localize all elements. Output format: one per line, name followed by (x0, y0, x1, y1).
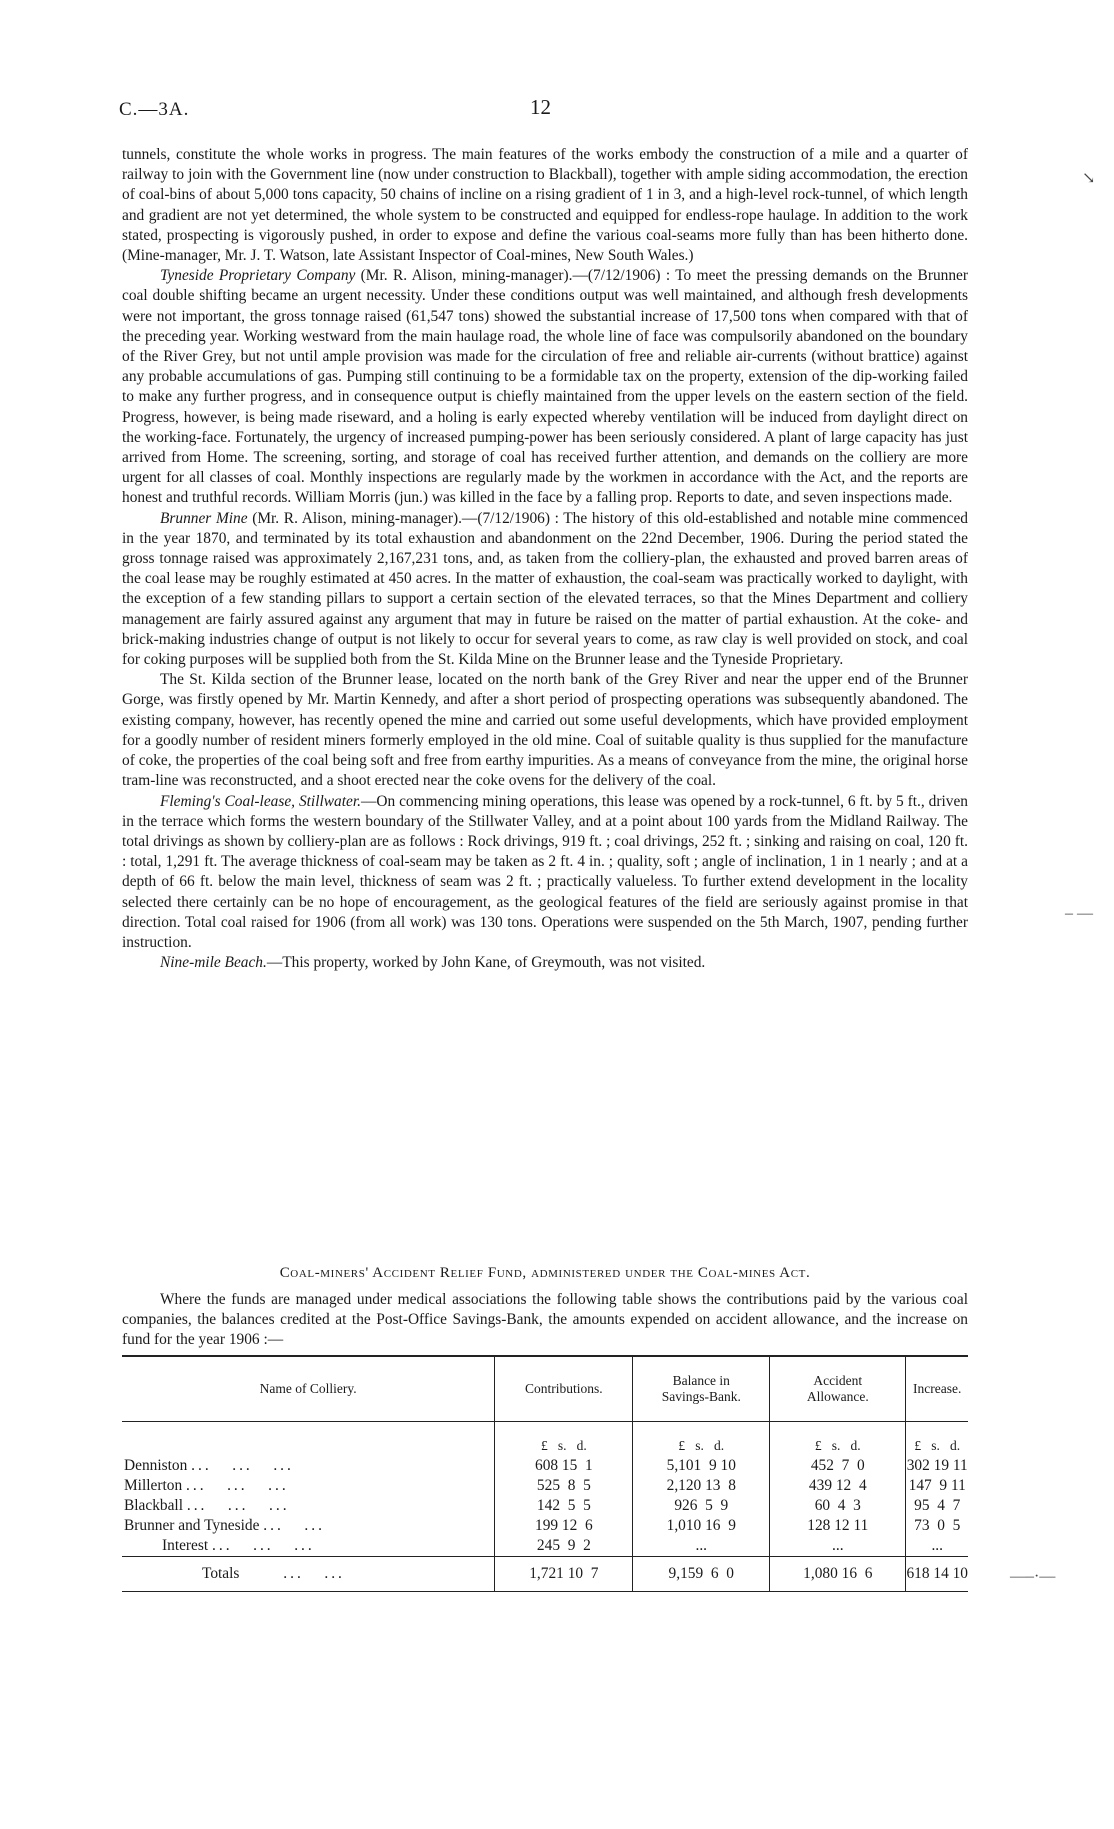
paragraph-text: —This property, worked by John Kane, of Greymouth, was not visited. (266, 954, 706, 972)
cell-accident: 60 4 3 (770, 1496, 906, 1516)
units-cell: £ s. d. (633, 1422, 770, 1457)
colliery-name (122, 1456, 495, 1476)
cell-accident: 452 7 0 (770, 1456, 906, 1476)
colliery-label: Interest (162, 1537, 209, 1554)
paragraph-text: —On commencing mining operations, this lease was opened by a rock-tunnel, 6 ft. by 5 ft., driven in the terrace which forms the western boundary of the Stillwater Valley, and at a point about 100 yards from the Midland Railway. The total drivings as shown by colliery-plan are as follows : Rock drivings, 919 ft. ; coal drivings, 252 ft. ; sinking and raising on coal, 120 ft. : total, 1,291 ft. The average thickness of coal-seam may be taken as 2 ft. 4 in. ; quality, soft ; angle of inclination, 1 in 1 nearly ; and at a depth of 66 ft. below the main level, thickness of seam was 2 ft. ; practically valueless. To further extend development in the locality selected there certainly can be no hope of encouragement, as the geological features of the field are seriously against promise in that direction. Total coal raised for 1906 (from all work) was 130 tons. Operations were suspended on the 5th March, 1907, pending further instruction. (122, 792, 968, 951)
colliery-name (122, 1536, 495, 1557)
cell-increase: 147 9 11 (906, 1476, 968, 1496)
colliery-label: Millerton (124, 1477, 183, 1494)
cell-contributions: 245 9 2 (495, 1536, 633, 1557)
units-cell: £ s. d. (770, 1422, 906, 1457)
table-row (122, 1516, 968, 1536)
body-text (122, 145, 968, 973)
margin-tick-mark: ↘ (1082, 170, 1096, 187)
units-cell: £ s. d. (906, 1422, 968, 1457)
dot-leader: ... ... ... (186, 1477, 289, 1494)
total-contributions: 1,721 10 7 (495, 1557, 633, 1592)
table-row (122, 1496, 968, 1516)
cell-contributions: 608 15 1 (495, 1456, 633, 1476)
cell-balance: 5,101 9 10 (633, 1456, 770, 1476)
paragraph-works-progress (122, 145, 968, 266)
colliery-name (122, 1476, 495, 1496)
paragraph-st-kilda (122, 670, 968, 791)
units-blank (122, 1422, 495, 1457)
col-header-balance (633, 1356, 770, 1422)
table-row (122, 1536, 968, 1557)
colliery-label: Brunner and Tyneside (124, 1517, 260, 1534)
cell-contributions: 525 8 5 (495, 1476, 633, 1496)
cell-increase: 302 19 11 (906, 1457, 968, 1474)
section-title: Coal-miners' Accident Relief Fund, administered under the Coal-mines Act. (279, 1265, 811, 1281)
page-number: 12 (530, 95, 551, 119)
cell-balance: ... (633, 1536, 770, 1557)
dot-leader: ... ... (283, 1565, 345, 1582)
dot-leader: ... ... ... (212, 1537, 315, 1554)
table-row (122, 1476, 968, 1496)
totals-text: Totals (202, 1565, 240, 1582)
intro-text: Where the funds are managed under medical associations the following table shows the contributions paid by the various coal companies, the balances credited at the Post-Office Savings-Bank, the amounts expended on accident allowance, and the increase on fund for the year 1906 :— (122, 1291, 968, 1349)
cell-accident: 439 12 4 (770, 1476, 906, 1496)
margin-scribble-mark: —–·— (1010, 1568, 1056, 1585)
dot-leader: ... ... ... (186, 1497, 290, 1514)
total-increase: 618 14 10 (906, 1557, 968, 1592)
paragraph-lead: Nine-mile Beach. (160, 954, 267, 972)
units-row (122, 1422, 968, 1457)
paragraph-lead: Fleming's Coal-lease, Stillwater. (160, 792, 361, 810)
paragraph-brunner (122, 509, 968, 671)
cell-accident: ... (770, 1536, 906, 1557)
paragraph-text: The St. Kilda section of the Brunner lease, located on the north bank of the Grey River and near the upper end of the Brunner Gorge, was firstly opened by Mr. Martin Kennedy, and after a short period of prospecting operations was subsequently abandoned. The existing company, however, has recently opened the mine and carried out some useful developments, which have provided employment for a goodly number of resident miners formerly employed in the old mine. Coal of suitable quality is thus supplied for the manufacture of coke, the properties of the coal being soft and free from earthy impurities. As a means of conveyance from the mine, the original horse tram-line was reconstructed, and a shoot erected near the coke ovens for the delivery of the coal. (122, 671, 968, 790)
totals-row (122, 1557, 968, 1592)
cell-balance: 926 5 9 (633, 1496, 770, 1516)
cell-increase: 95 4 7 (906, 1496, 968, 1516)
total-accident: 1,080 16 6 (770, 1557, 906, 1592)
total-balance: 9,159 6 0 (633, 1557, 770, 1592)
cell-accident: 128 12 11 (770, 1516, 906, 1536)
paragraph-text: (Mr. R. Alison, mining-manager).—(7/12/1906) : The history of this old-established and notable mine commenced in the year 1870, and terminated by its total exhaustion and abandonment on the 22nd December, 1906. During the period stated the gross tonnage raised was approximately 2,167,231 tons, and, as taken from the colliery-plan, the exhausted and proved barren areas of the coal lease may be roughly estimated at 450 acres. In the matter of exhaustion, the coal-seam was practically worked to daylight, with the exception of a few standing pillars to support a certain section of the elevated terraces, so that the Mines Department and colliery management are fairly assured against any argument that may in future be raised on the matter of partial exhaustion. At the coke- and brick-making industries change of output is not likely to occur for several years to come, as raw clay is well provided on stock, and coal for coking purposes will be supplied both from the St. Kilda Mine on the Brunner lease and the Tyneside Proprietary. (122, 509, 968, 669)
paragraph-fleming (122, 792, 968, 954)
paragraph-lead: Tyneside Proprietary Company (160, 267, 356, 285)
dot-leader: ... ... (263, 1517, 325, 1534)
totals-label (122, 1557, 495, 1592)
paragraph-text: (Mr. R. Alison, mining-manager).—(7/12/1906) : To meet the pressing demands on the Brunner coal double shifting became an urgent necessity. Under these conditions output was well maintained, and although fresh developments were not important, the gross tonnage raised (61,547 tons) showed the substantial increase of 17,500 tons when compared with that of the preceding year. Working westward from the main haulage road, the whole line of face was compulsorily abandoned on the boundary of the River Grey, but not until ample provision was made for the circulation of free and reliable air-currents (without brattice) against any probable accumulations of gas. Pumping still continuing to be a formidable tax on the property, extension of the dip-working failed to make any further progress, and in consequence output is chiefly maintained from the upper levels on the eastern section of the field. Progress, however, is being made riseward, and a holing is early expected whereby ventilation will be induced from daylight direct on the working-face. Fortunately, the urgency of increased pumping-power has been seriously considered. A plant of large capacity has just arrived from Home. The screening, sorting, and storage of coal has received further attention, and demands on the colliery are more urgent for all classes of coal. Monthly inspections are regularly made by the workmen in accordance with the Act, and the reports are honest and truthful records. William Morris (jun.) was killed in the face by a falling prop. Reports to date, and seven inspections made. (122, 267, 968, 507)
document-reference: C.—3A. (119, 99, 190, 120)
accident-relief-table (122, 1355, 968, 1592)
col-header-increase: Increase. (906, 1356, 968, 1422)
table-intro (122, 1290, 968, 1351)
cell-contributions: 142 5 5 (495, 1496, 633, 1516)
table-header-row (122, 1356, 968, 1422)
cell-balance: 2,120 13 8 (633, 1476, 770, 1496)
colliery-label: Denniston (124, 1457, 188, 1474)
cell-increase: ... (906, 1536, 968, 1557)
col-header-colliery: Name of Colliery. (122, 1356, 495, 1422)
colliery-label: Blackball (124, 1497, 183, 1514)
cell-increase: 73 0 5 (906, 1516, 968, 1536)
dot-leader: ... ... ... (191, 1457, 294, 1474)
col-header-accident (770, 1356, 906, 1422)
col-header-contributions: Contributions. (495, 1356, 633, 1422)
margin-dash-mark: – — (1065, 905, 1093, 922)
units-cell: £ s. d. (495, 1422, 633, 1457)
header-text: Balance in Savings-Bank. (661, 1373, 741, 1404)
cell-contributions: 199 12 6 (495, 1516, 633, 1536)
table-row (122, 1456, 968, 1476)
colliery-name (122, 1496, 495, 1516)
header-text: Accident Allowance. (806, 1373, 869, 1404)
paragraph-lead: Brunner Mine (160, 509, 248, 527)
paragraph-text: tunnels, constitute the whole works in progress. The main features of the works embody the construction of a mile and a quarter of railway to join with the Government line (now under construction to Blackball), together with ample siding accommodation, the erection of coal-bins of about 5,000 tons capacity, 50 chains of incline on a rising gradient of 1 in 3, and a high-level rock-tunnel, of which length and gradient are not yet determined, the whole system to be constructed and equipped for endless-rope haulage. In addition to the work stated, prospecting is vigorously pushed, in order to expose and define the various coal-seams more fully than has been hitherto done. (Mine-manager, Mr. J. T. Watson, late Assistant Inspector of Coal-mines, New South Wales.) (122, 146, 968, 265)
paragraph-nine-mile (122, 953, 968, 973)
paragraph-tyneside (122, 266, 968, 508)
colliery-name (122, 1516, 495, 1536)
cell-balance: 1,010 16 9 (633, 1516, 770, 1536)
